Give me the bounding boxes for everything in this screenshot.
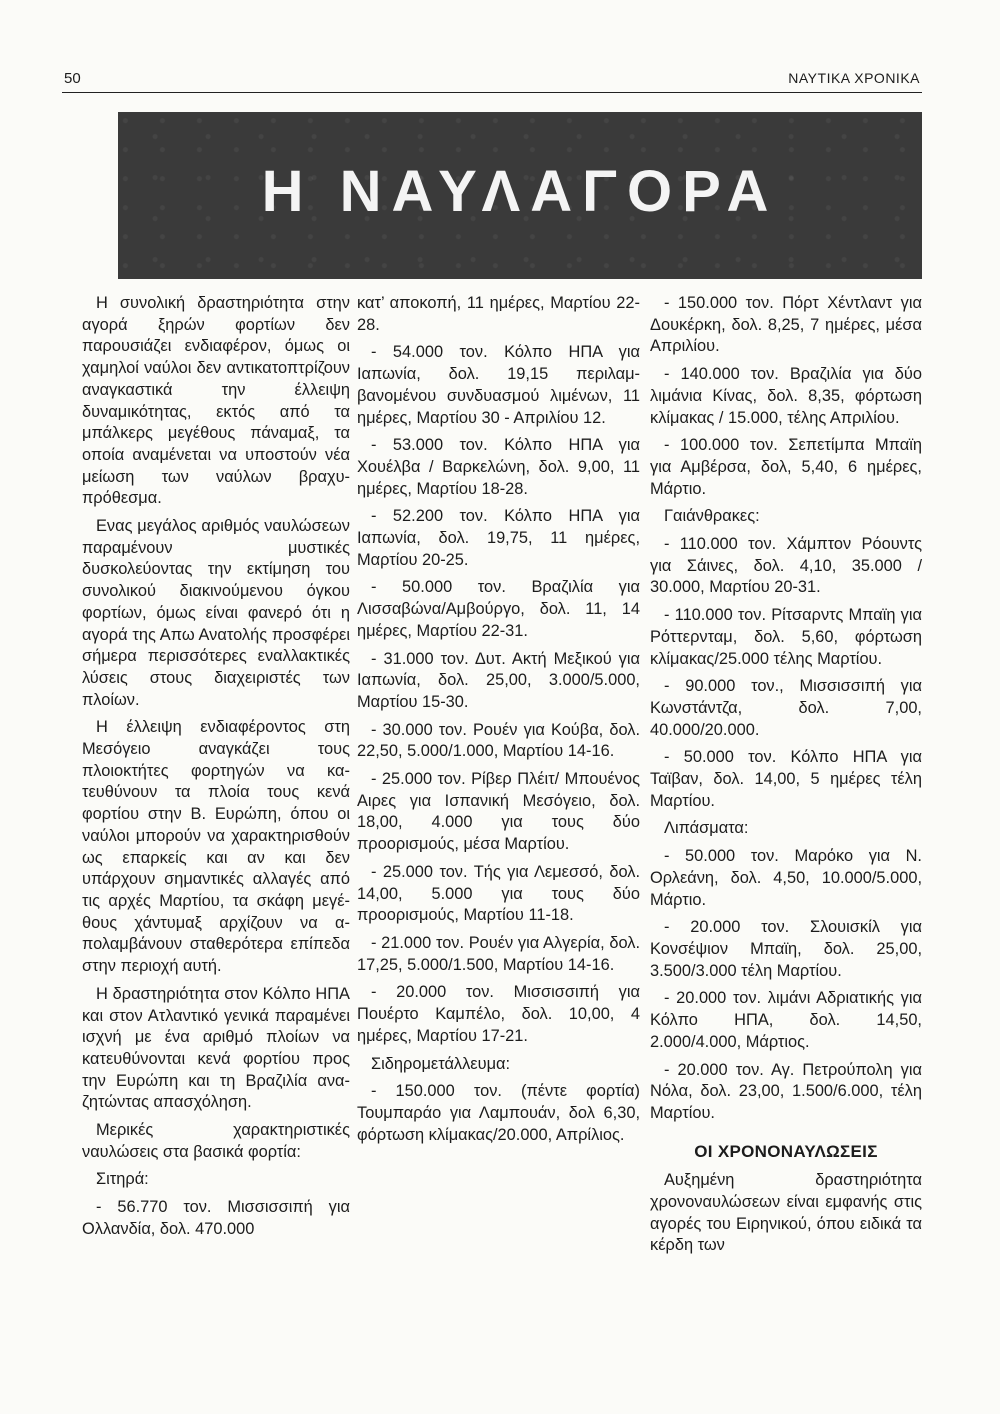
article-title: Η ΝΑΥΛΑΓΟΡΑ <box>261 159 779 224</box>
charter-entry: - 25.000 τον. Ρίβερ Πλέιτ/ Μπουένος Αιρες για Ισπανική Μεσόγειο, δολ. 18,00, 4.000 για τους δύο προορισμούς, μέσα Μαρτίου. <box>357 770 640 854</box>
paragraph: Αυξημένη δραστηριότητα χρονοναυλώσεων είναι εμφανής στις αγορές του Ειρηνικού, όπου ειδικά τα κέρδη των <box>650 1171 922 1255</box>
journal-title: ΝΑΥΤΙΚΑ ΧΡΟΝΙΚΑ <box>788 70 920 86</box>
charter-entry: - 54.000 τον. Κόλπο ΗΠΑ για Ιαπωνία, δολ. 19,15 περιλαμβανομένου συνδυασμού λιμένων, 11 ημέρες, Μαρτίου 30 - Απριλίου 12. <box>357 343 640 427</box>
charter-entry: - 150.000 τον. Πόρτ Χέντλαντ για Δουκέρκη, δολ. 8,25, 7 ημέρες, μέσα Απριλίου. <box>650 294 922 356</box>
charter-entry: - 30.000 τον. Ρουέν για Κούβα, δολ. 22,50, 5.000/1.000, Μαρτίου 14-16. <box>357 720 640 761</box>
subheading-fertilizers: Λιπάσματα: <box>664 819 749 838</box>
charter-entry: - 56.770 τον. Μισσισσιπή για Ολλανδία, δολ. 470.000 <box>82 1198 350 1238</box>
subheading-iron-ore: Σιδηρομετάλλευμα: <box>371 1054 511 1073</box>
charter-entry: - 50.000 τον. Μαρόκο για Ν. Ορλεάνη, δολ. 4,50, 10.000/5.000, Μάρτιο. <box>650 847 922 909</box>
charter-entry: - 150.000 τον. (πέντε φορτία) Τουμπαράο για Λαμπουάν, δολ 6,30, φόρτωση κλίμακας/20.000, Απρίλιος. <box>357 1082 640 1144</box>
charter-entry: - 20.000 τον. Μισσισσιπή για Πουέρτο Καμπέλο, δολ. 10,00, 4 ημέρες, Μαρτίου 17-21. <box>357 983 640 1045</box>
charter-entry: - 20.000 τον. λιμάνι Αδριατικής για Κόλπο ΗΠΑ, δολ. 14,50, 2.000/4.000, Μάρτιος. <box>650 989 922 1051</box>
charter-entry: - 25.000 τον. Τής για Λεμεσσό, δολ. 14,00, 5.000 για τους δύο προορισμούς, Μαρτίου 11-18. <box>357 862 640 925</box>
title-banner <box>118 112 922 279</box>
charter-entry: - 53.000 τον. Κόλπο ΗΠΑ για Χουέλβα / Βαρκελώνη, δολ. 9,00, 11 ημέρες, Μαρτίου 18-28. <box>357 436 640 498</box>
text-column-1 <box>82 293 350 1247</box>
charter-entry: - 100.000 τον. Σεπετίμπα Μπαϊη για Αμβέρσα, δολ, 5,40, 6 ημέρες, Μάρτιο. <box>650 436 922 498</box>
header-divider <box>62 92 922 93</box>
subheading-coal: Γαιάνθρακες: <box>664 507 760 526</box>
charter-entry: - 20.000 τον. Σλουισκίλ για Κονσέψιον Μπαϊη, δολ. 25,00, 3.500/3.000 τέλη Μαρτίου. <box>650 918 922 980</box>
charter-entry: - 140.000 τον. Βραζιλία για δύο λιμάνια Κίνας, δολ. 8,35, φόρτωση κλίμακας / 15.000, τέλης Απριλίου. <box>650 365 922 427</box>
paragraph: Η έλλειψη ενδιαφέροντος στη Μεσόγειο αναγκάζει τους πλοιοκτήτες φορτηγών να κατευθύνουν τα πλοία τους κενά φορτίου στην Β. Ευρώπη, όπου οι ναύλοι μπορούν να χαρακτηρισθούν ως επαρκείς και αν και δεν υπάρχουν σημαντικές αλλαγές από τις αρχές Μαρτίου, τα σκάφη μεγέθους χάντυμαξ αρχίζουν να απολαμβάνουν σταθερότερα επίπεδα στην περιοχή αυτή. <box>82 718 350 976</box>
charter-entry: - 110.000 τον. Χάμπτον Ρόουντς για Σάινες, δολ. 4,10, 35.000 / 30.000, Μαρτίου 20-31. <box>650 535 922 597</box>
paragraph: Η δραστηριότητα στον Κόλπο ΗΠΑ και στον Ατλαντικό γενικά παραμένει ισχνή με ένα αριθμό πλοίων να κατευθύνονται κενά φορτίου προς την Ευρώπη και τη Βραζιλία αναζητώντας απασχόληση. <box>82 984 350 1112</box>
charter-entry: - 50.000 τον. Βραζιλία για Λισσαβώνα/Αμβούργο, δολ. 11, 14 ημέρες, Μαρτίου 22-31. <box>357 578 640 640</box>
charter-entry: - 50.000 τον. Κόλπο ΗΠΑ για Ταϊβαν, δολ. 14,00, 5 ημέρες τέλη Μαρτίου. <box>650 748 922 810</box>
section-heading-time-charters: ΟΙ ΧΡΟΝΟΝΑΥΛΩΣΕΙΣ <box>694 1141 878 1161</box>
text-column-2 <box>357 293 640 1152</box>
charter-entry: - 31.000 τον. Δυτ. Ακτή Μεξικού για Ιαπωνία, δολ. 25,00, 3.000/5.000, Μαρτίου 15-30. <box>357 649 640 711</box>
paragraph: Ενας μεγάλος αριθμός ναυλώσεων παραμένουν μυστικές δυσκολεύοντας την εκτίμηση του συνολικού διακινούμενου όγκου φορτίων, όμως είναι φανερό ότι η αγορά της Απω Ανατολής προσφέρει σήμερα περισσότερες εναλλακτικές λύσεις στους διαχειριστές των πλοίων. <box>82 517 350 709</box>
charter-entry: - 90.000 τον., Μισσισσιπή για Κωνστάντζα, δολ. 7,00, 40.000/20.000. <box>650 677 922 739</box>
paragraph: Μερικές χαρακτηριστικές ναυλώσεις στα βασικά φορτία: <box>82 1121 350 1161</box>
text-column-3 <box>650 293 922 1263</box>
charter-entry: κατ’ αποκοπή, 11 ημέρες, Μαρτίου 22-28. <box>357 294 640 334</box>
charter-entry: - 110.000 τον. Ρίτσαρντς Μπαϊη για Ρόττερνταμ, δολ. 5,60, φόρτωση κλίμακας/25.000 τέλης Μαρτίου. <box>650 606 922 668</box>
charter-entry: - 20.000 τον. Αγ. Πετρούπολη για Νόλα, δολ. 23,00, 1.500/6.000, τέλη Μαρτίου. <box>650 1060 922 1122</box>
charter-entry: - 52.200 τον. Κόλπο ΗΠΑ για Ιαπωνία, δολ. 19,75, 11 ημέρες, Μαρτίου 20-25. <box>357 507 640 569</box>
paragraph: Η συνολική δραστηριότητα στην αγορά ξηρών φορτίων δεν παρουσιάζει ενδιαφέρον, όμως οι χαμηλοί ναύλοι δεν αντικατοπτρίζουν αναγκαστικά την έλλειψη δυναμικότητας, εκτός από τα μπάλκερς μεγέθους πάναμαξ, τα οποία αναμένεται να υποστούν νέα μείωση των ναύλων βραχυπρόθεσμα. <box>82 294 350 508</box>
subheading-grain: Σιτηρά: <box>96 1170 149 1189</box>
page-number: 50 <box>64 70 81 87</box>
charter-entry: - 21.000 τον. Ρουέν για Αλγερία, δολ. 17,25, 5.000/1.500, Μαρτίου 14-16. <box>357 933 640 974</box>
